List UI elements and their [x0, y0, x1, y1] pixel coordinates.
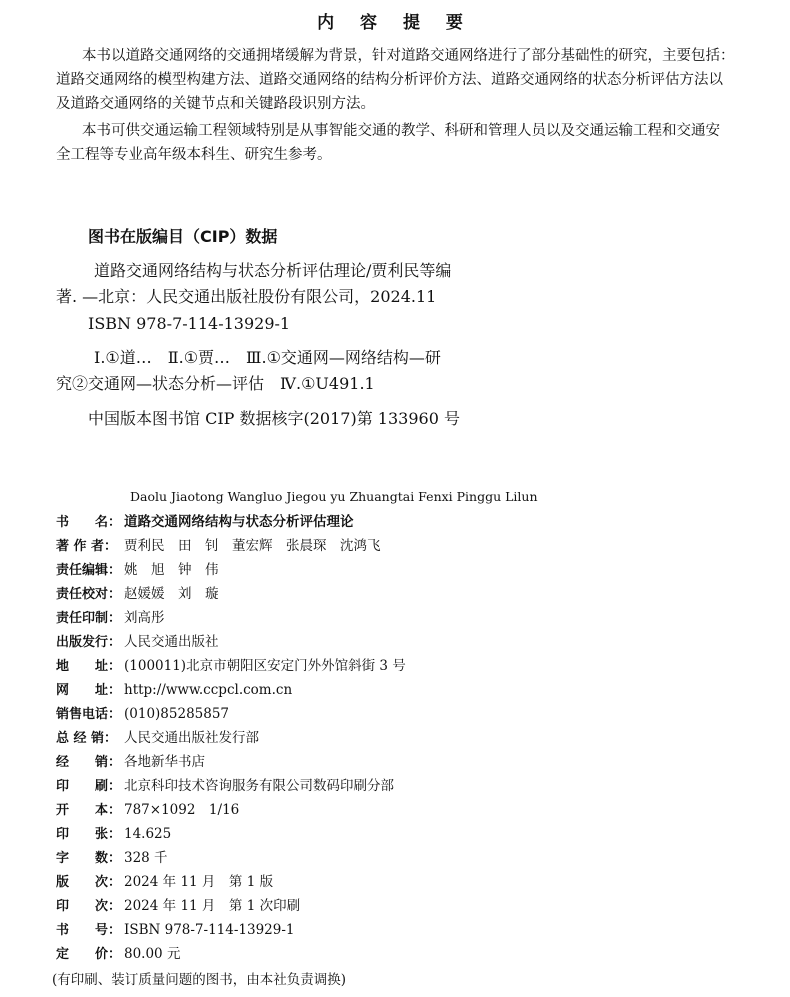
- row-value: (010)85285857: [124, 706, 230, 722]
- row-label: 书 名：: [56, 515, 122, 530]
- cip-line-4: Ⅰ.①道… Ⅱ.①贾… Ⅲ.①交通网—网络结构—研: [94, 348, 441, 367]
- row-value: 道路交通网络结构与状态分析评估理论: [124, 514, 354, 530]
- row-label: 著 作 者：: [56, 539, 118, 554]
- row-label: 开 本：: [56, 803, 122, 818]
- summary-title: 内 容 提 要: [317, 13, 473, 33]
- row-label: 字 数：: [56, 851, 122, 866]
- row-value: (100011)北京市朝阳区安定门外外馆斜街 3 号: [124, 658, 406, 674]
- row-value: ISBN 978-7-114-13929-1: [124, 922, 295, 938]
- row-value: 2024 年 11 月 第 1 版: [124, 874, 274, 890]
- row-label: 定 价：: [56, 947, 122, 962]
- row-value: 赵媛媛 刘 璇: [124, 586, 219, 602]
- colophon-row-price: [56, 943, 180, 966]
- row-value: 14.625: [124, 826, 172, 842]
- row-value: 各地新华书店: [124, 754, 205, 770]
- row-label: 销售电话：: [56, 707, 122, 722]
- colophon-row-address: [56, 655, 406, 678]
- row-label: 总 经 销：: [56, 731, 118, 746]
- summary-line-4: 本书可供交通运输工程领域特别是从事智能交通的教学、科研和管理人员以及交通运输工程和交通安: [82, 123, 720, 139]
- row-value: 328 千: [124, 850, 168, 866]
- pinyin-title: Daolu Jiaotong Wangluo Jiegou yu Zhuangtai Fenxi Pinggu Lilun: [130, 489, 538, 504]
- colophon-row-sales-phone: [56, 703, 229, 726]
- colophon-row-publisher: [56, 631, 219, 654]
- row-value: 姚 旭 钟 伟: [124, 562, 219, 578]
- row-value: 刘高彤: [124, 610, 165, 626]
- row-value: 2024 年 11 月 第 1 次印刷: [124, 898, 301, 914]
- colophon-row-isbn: [56, 919, 295, 942]
- cip-line-2: 著. —北京：人民交通出版社股份有限公司，2024.11: [56, 287, 437, 306]
- row-label: 地 址：: [56, 659, 122, 674]
- cip-line-3: ISBN 978-7-114-13929-1: [88, 314, 291, 333]
- colophon-row-website: [56, 679, 292, 702]
- row-label: 印 次：: [56, 899, 122, 914]
- colophon-row-authors: [56, 535, 381, 558]
- row-label: 版 次：: [56, 875, 122, 890]
- colophon-row-edition: [56, 871, 273, 894]
- cip-heading: 图书在版编目（CIP）数据: [88, 227, 278, 246]
- footnote: (有印刷、装订质量问题的图书，由本社负责调换): [52, 972, 347, 988]
- colophon-row-word-count: [56, 847, 168, 870]
- row-label: 责任校对：: [56, 587, 122, 602]
- row-label: 责任编辑：: [56, 563, 122, 578]
- row-label: 经 销：: [56, 755, 122, 770]
- summary-line-1: 本书以道路交通网络的交通拥堵缓解为背景，针对道路交通网络进行了部分基础性的研究，主要包括：: [82, 48, 735, 64]
- row-value: 人民交通出版社发行部: [124, 730, 259, 746]
- row-value: 人民交通出版社: [124, 634, 219, 650]
- colophon-row-print-supervisor: [56, 607, 165, 630]
- row-value: 贾利民 田 钊 董宏辉 张晨琛 沈鸿飞: [124, 538, 381, 554]
- row-label: 网 址：: [56, 683, 122, 698]
- row-label: 印 张：: [56, 827, 122, 842]
- cip-line-1: 道路交通网络结构与状态分析评估理论/贾利民等编: [94, 261, 452, 280]
- cip-line-5: 究②交通网—状态分析—评估 Ⅳ.①U491.1: [56, 374, 375, 393]
- colophon-row-sheets: [56, 823, 171, 846]
- colophon-row-distributor: [56, 751, 205, 774]
- row-value: 80.00 元: [124, 946, 181, 962]
- row-value: 北京科印技术咨询服务有限公司数码印刷分部: [124, 778, 394, 794]
- colophon-row-printing: [56, 895, 300, 918]
- website-link[interactable]: http://www.ccpcl.com.cn: [124, 682, 293, 698]
- row-label: 印 刷：: [56, 779, 122, 794]
- colophon-row-printer: [56, 775, 394, 798]
- summary-line-2: 道路交通网络的模型构建方法、道路交通网络的结构分析评价方法、道路交通网络的状态分析评估方法以: [56, 72, 723, 88]
- colophon-row-general-distributor: [56, 727, 259, 750]
- summary-line-5: 全工程等专业高年级本科生、研究生参考。: [56, 147, 332, 163]
- row-value: 787×1092 1/16: [124, 802, 240, 818]
- cip-line-6: 中国版本图书馆 CIP 数据核字(2017)第 133960 号: [88, 409, 460, 428]
- colophon-row-format: [56, 799, 239, 822]
- summary-line-3: 及道路交通网络的关键节点和关键路段识别方法。: [56, 96, 375, 112]
- colophon-row-editor: [56, 559, 219, 582]
- row-label: 出版发行：: [56, 635, 122, 650]
- colophon-row-title: [56, 511, 354, 534]
- row-label: 责任印制：: [56, 611, 122, 626]
- row-label: 书 号：: [56, 923, 122, 938]
- colophon-row-proofreader: [56, 583, 219, 606]
